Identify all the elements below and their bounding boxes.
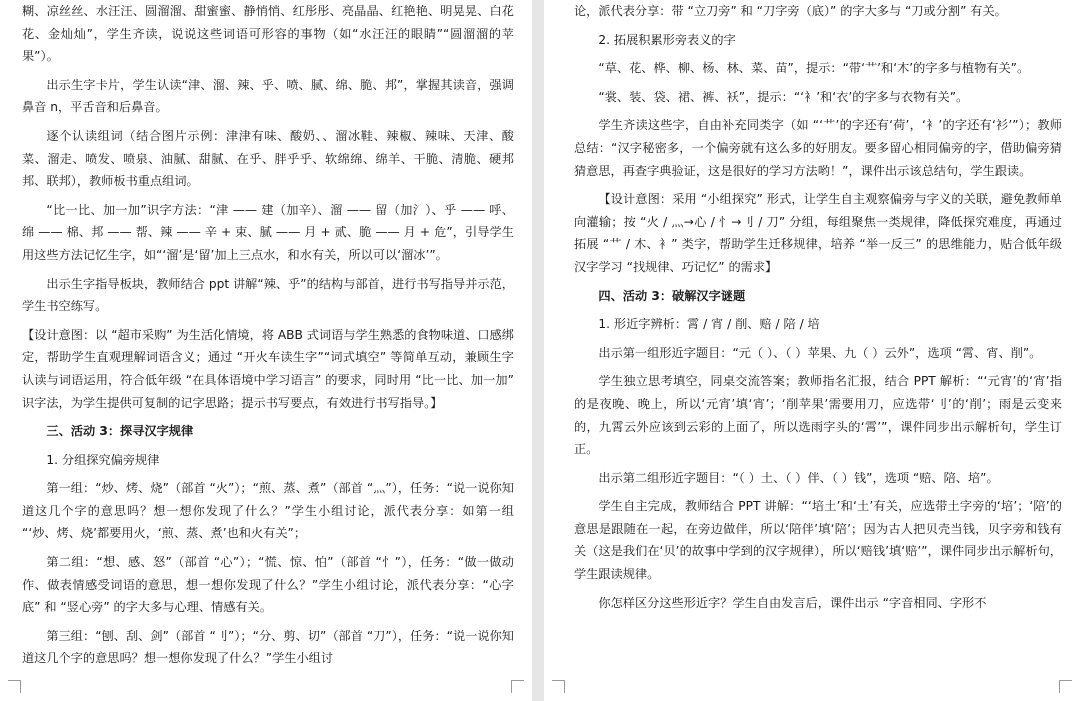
body-paragraph: 出示生字指导板块，教师结合 ppt 讲解“辣、乎”的结构与部首，进行书写指导并示范，学生书空练写。	[22, 276, 514, 314]
body-paragraph: “裳、装、袋、裙、裤、袄”，提示：“‘衤’和‘衣’的字多与衣物有关”。	[598, 89, 969, 104]
body-paragraph: 学生自主完成，教师结合 PPT 讲解：“‘培土’和‘土’有关，应选带土字旁的‘培’；‘陪’的意思是跟随在一起，在旁边做伴，所以‘陪伴’填‘陪’；因为古人把贝壳当钱，贝字旁和钱有关（这是我们在‘贝’的故事中学到的汉字规律），所以‘赔钱’填‘赔’”，课件同步出示解析句，学生跟读规律。	[574, 499, 1062, 582]
body-paragraph: 出示第二组形近字题目：“（ ）土、（ ）伴、（ ）钱”，选项 “赔、陪、培”。	[598, 470, 999, 485]
page-corner-mark	[511, 680, 524, 693]
body-paragraph: 2. 拓展积累形旁表义的字	[598, 32, 736, 47]
page-left-content	[22, 0, 514, 676]
body-paragraph: 1. 分组探究偏旁规律	[46, 452, 160, 467]
body-paragraph: 学生独立思考填空，同桌交流答案；教师指名汇报，结合 PPT 解析：“‘元宵’的‘宵’指的是夜晚、晚上，所以‘元宵’填‘宵’；‘削苹果’需要用刀，应选带‘刂’的‘削’；雨是云变来的，九霄云外应该到云彩的上面了，所以选雨字头的‘霄’”，课件同步出示解析句，学生订正。	[574, 374, 1062, 457]
body-paragraph: 第一组：“炒、烤、烧”（部首 “火”）；“煎、蒸、煮”（部首 “灬”），任务：“说一说你知道这几个字的意思吗？想一想你发现了什么？”学生小组讨论，派代表分享：如第一组 “‘炒、烤、烧’都要用火，‘煎、蒸、煮’也和火有关”；	[22, 481, 514, 541]
body-paragraph: 你怎样区分这些形近字？学生自由发言后，课件出示 “字音相同、字形不	[598, 595, 987, 610]
page-corner-mark	[552, 680, 565, 693]
document-page-right	[544, 0, 1080, 701]
body-paragraph: 逐个认读组词（结合图片示例：津津有味、酸奶、、溜冰鞋、辣椒、辣味、天津、酸菜、溜走、喷发、喷泉、油腻、甜腻、在乎、胖乎乎、软绵绵、绵羊、干脆、清脆、硬邦邦、联邦），教师板书重点组词。	[22, 128, 514, 189]
design-intent-paragraph: 【设计意图：采用 “小组探究” 形式，让学生自主观察偏旁与字义的关联，避免教师单向灌输；按 “火 / 灬→心 / 忄→刂 / 刀” 分组，每组聚焦一类规律，降低探究难度，再通过拓展 “艹 / 木、衤” 类字，帮助学生迁移规律，培养 “举一反三” 的思维能力，贴合低年级汉字学习 “找规律、巧记忆” 的需求】	[574, 192, 1062, 274]
body-paragraph: “草、花、桦、柳、杨、林、菜、苗”，提示：“带‘艹’和‘木’的字多与植物有关”。	[598, 61, 1030, 76]
body-paragraph: 学生齐读这些字，自由补充同类字（如 “‘艹’的字还有‘荷’，‘衤’的字还有‘衫’”）；教师总结：“汉字秘密多，一个偏旁就有这么多的好朋友。要多留心相同偏旁的字，借助偏旁猜猜意思，再查字典验证，这是很好的学习方法哟！”，课件出示该总结句，学生跟读。	[574, 118, 1062, 178]
section-heading: 三、活动 3：探寻汉字规律	[46, 424, 194, 439]
body-paragraph: “比一比、加一加”识字方法：“津 —— 建（加辛）、溜 —— 留（加氵）、乎 —— 呼、绵 —— 棉、邦 —— 帮、辣 —— 辛 + 束、腻 —— 月 + 贰、脆 —— 月 + 危”，引导学生用这些方法记忆生字，如“‘溜’是‘留’加上三点水，和水有关，所以可以‘溜冰’”。	[22, 202, 514, 262]
document-page-left	[0, 0, 532, 701]
design-intent-paragraph: 【设计意图：以 “超市采购” 为生活化情境，将 ABB 式词语与学生熟悉的食物味道、口感绑定，帮助学生直观理解词语含义；通过 “开火车读生字”“词式填空” 等简单互动，兼顾生字认读与词语运用，符合低年级 “在具体语境中学习语言” 的要求，同时用 “比一比、加一加” 识字法，为学生提供可复制的记字思路；提示书写要点，有效进行书写指导。】	[22, 327, 514, 410]
body-paragraph: 出示第一组形近字题目：“元（ ）、（ ）苹果、九（ ）云外”，选项 “霄、宵、削”。	[598, 345, 1042, 360]
body-paragraph: 第三组：“刨、刮、剑”（部首 “刂”）；“分、剪、切”（部首 “刀”），任务：“说一说你知道这几个字的意思吗？想一想你发现了什么？”学生小组讨	[22, 628, 514, 666]
body-paragraph: 糊、凉丝丝、水汪汪、圆溜溜、甜蜜蜜、静悄悄、红彤彤、亮晶晶、红艳艳、明晃晃、白花花、金灿灿”，学生齐读，说说这些词语可形容的事物（如“水汪汪的眼睛”“圆溜溜的苹果”）。	[22, 4, 514, 64]
page-corner-mark	[1059, 680, 1072, 693]
body-paragraph: 出示生字卡片，学生认读“津、溜、辣、乎、喷、腻、绵、脆、邦”，掌握其读音，强调鼻音 n，平舌音和后鼻音。	[22, 77, 514, 115]
body-paragraph: 1. 形近字辨析：霄 / 宵 / 削、赔 / 陪 / 培	[598, 317, 820, 332]
page-gap	[532, 0, 544, 701]
body-paragraph: 第二组：“想、感、怒”（部首 “心”）；“慌、惊、怕”（部首 “忄”），任务：“做一做动作、做表情感受词语的意思，想一想你发现了什么？”学生小组讨论，派代表分享：“心字底” 和 “竖心旁” 的字大多与心理、情感有关。	[22, 555, 514, 615]
section-heading: 四、活动 3：破解汉字谜题	[598, 288, 746, 303]
page-corner-mark	[8, 680, 21, 693]
body-paragraph: 论，派代表分享：带 “立刀旁” 和 “刀字旁（底）” 的字大多与 “刀或分割” 有关。	[574, 4, 1007, 18]
page-right-content	[574, 0, 1062, 620]
